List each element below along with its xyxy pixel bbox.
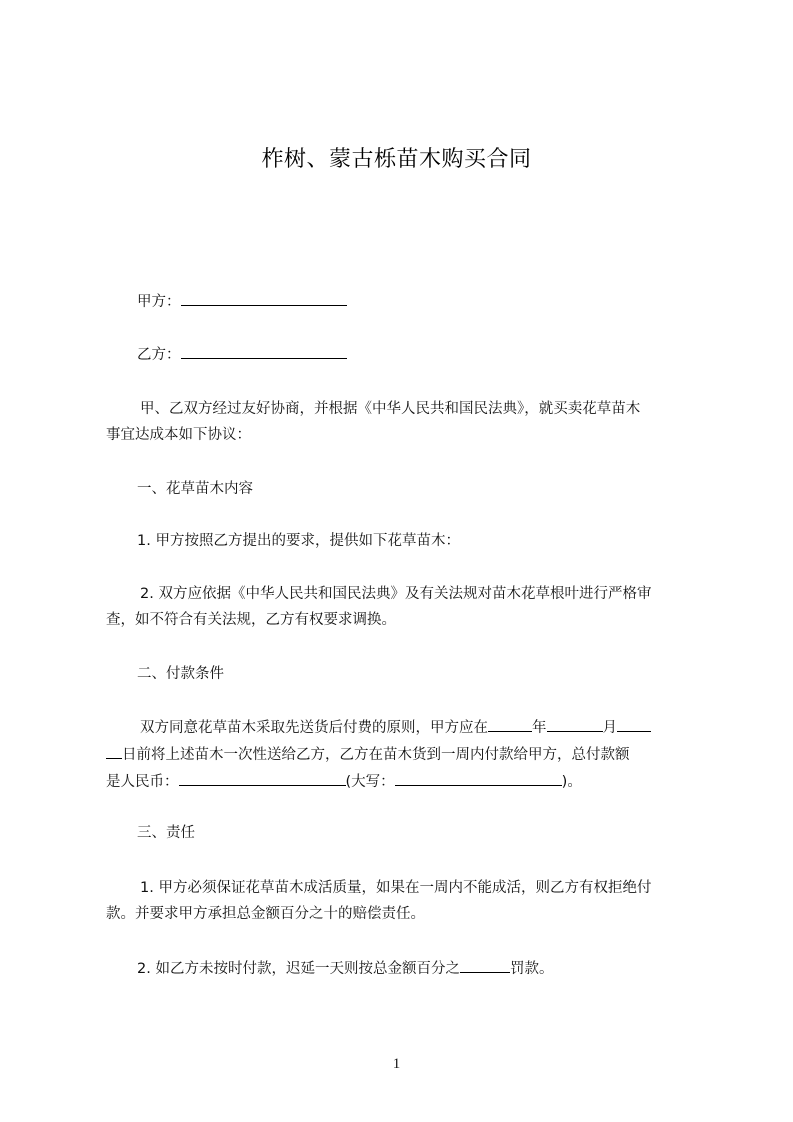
party-a-line bbox=[137, 292, 347, 311]
month-label: 月 bbox=[602, 720, 617, 736]
payment-line-3 bbox=[106, 772, 582, 791]
section-1-heading: 一、花草苗木内容 bbox=[137, 481, 253, 497]
party-a-blank bbox=[181, 292, 347, 306]
payment-line-2 bbox=[106, 745, 630, 764]
section-1-item-2-line-1: 2. 双方应依据《中华人民共和国民法典》及有关法规对苗木花草根叶进行严格审 bbox=[140, 586, 652, 602]
day-blank-part-2 bbox=[106, 745, 122, 759]
section-2-heading: 二、付款条件 bbox=[137, 666, 224, 682]
intro-line-1: 甲、乙双方经过友好协商，并根据《中华人民共和国民法典》，就买卖花草苗木 bbox=[140, 401, 641, 417]
payment-text-e: )。 bbox=[561, 774, 582, 790]
section-1-item-1: 1. 甲方按照乙方提出的要求，提供如下花草苗木： bbox=[137, 533, 460, 549]
payment-text-b: 日前将上述苗木一次性送给乙方，乙方在苗木货到一周内付款给甲方，总付款额 bbox=[122, 747, 630, 763]
section-1-item-2-line-2: 查，如不符合有关法规，乙方有权要求调换。 bbox=[106, 612, 396, 628]
payment-text-a: 双方同意花草苗木采取先送货后付费的原则，甲方应在 bbox=[140, 720, 488, 736]
intro-line-2: 事宜达成本如下协议： bbox=[106, 427, 251, 443]
amount-in-words-blank bbox=[395, 772, 562, 786]
party-b-blank bbox=[181, 345, 347, 359]
section-3-item-1-line-1: 1. 甲方必须保证花草苗木成活质量，如果在一周内不能成活，则乙方有权拒绝付 bbox=[140, 880, 652, 896]
section-3-heading: 三、责任 bbox=[137, 825, 195, 841]
section-3-item-1-line-2: 款。并要求甲方承担总金额百分之十的赔偿责任。 bbox=[106, 906, 425, 922]
month-blank bbox=[547, 718, 603, 732]
penalty-text-a: 2. 如乙方未按时付款，迟延一天则按总金额百分之 bbox=[137, 961, 460, 977]
penalty-blank bbox=[460, 959, 510, 973]
amount-blank bbox=[179, 772, 346, 786]
section-3-item-2 bbox=[137, 959, 553, 978]
document-title: 柞树、蒙古栎苗木购买合同 bbox=[261, 147, 532, 172]
party-b-line bbox=[137, 345, 347, 364]
day-blank-part-1 bbox=[617, 718, 651, 732]
party-b-label: 乙方： bbox=[137, 347, 181, 363]
payment-text-d: (大写： bbox=[345, 774, 395, 790]
payment-text-c: 是人民币： bbox=[106, 774, 179, 790]
penalty-text-b: 罚款。 bbox=[509, 961, 554, 977]
party-a-label: 甲方： bbox=[137, 294, 181, 310]
page-number: 1 bbox=[392, 1056, 401, 1072]
year-label: 年 bbox=[532, 720, 547, 736]
year-blank bbox=[488, 718, 532, 732]
payment-line-1 bbox=[140, 718, 651, 737]
